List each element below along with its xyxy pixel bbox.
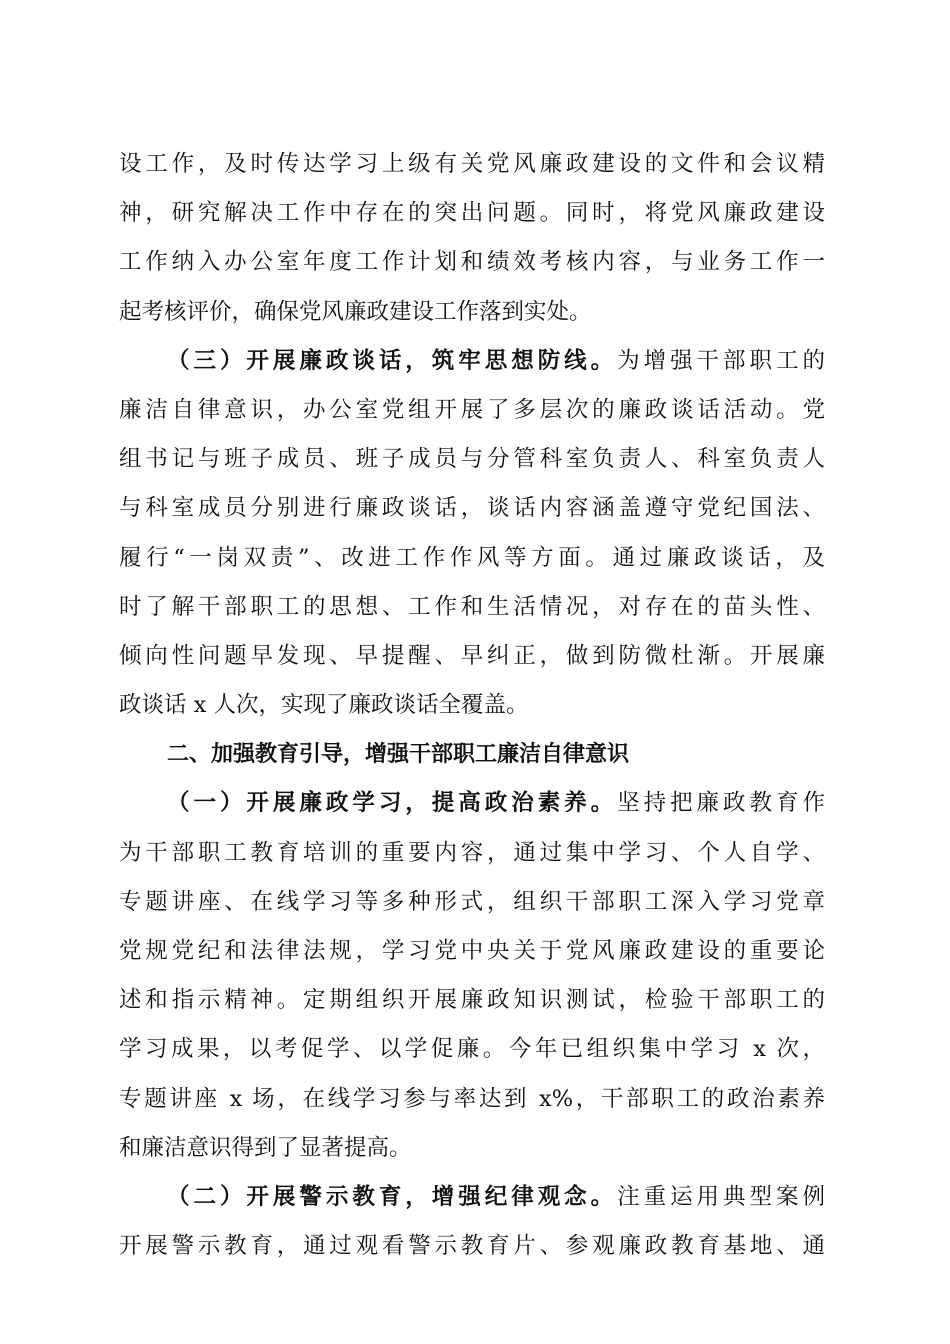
- paragraph-lead: （二）开展警示教育，增强纪律观念。: [167, 1183, 618, 1210]
- paragraph: [119, 779, 825, 1173]
- text-line: 履行“一岗双责”、改进工作作风等方面。通过廉政谈话，及: [119, 544, 825, 571]
- paragraph: [119, 1173, 825, 1271]
- text-line: 党规党纪和法律法规，学习党中央关于党风廉政建设的重要论: [119, 938, 825, 964]
- text-line: 开展警示教育，通过观看警示教育片、参观廉政教育基地、通: [119, 1233, 825, 1260]
- text-line: 时了解干部职工的思想、工作和生活情况，对存在的苗头性、: [119, 593, 825, 620]
- text-line: [119, 779, 825, 828]
- document-body: [119, 140, 825, 1271]
- text-span: 为增强干部职工的: [617, 347, 825, 374]
- text-line: [119, 1173, 825, 1222]
- text-line: [119, 337, 825, 386]
- paragraph: [119, 337, 825, 731]
- text-line: 学习成果，以考促学、以学促廉。今年已组织集中学习 x 次，: [119, 1036, 825, 1063]
- text-line: 工作纳入办公室年度工作计划和绩效考核内容，与业务工作一: [119, 249, 825, 276]
- paragraph-lead: （三）开展廉政谈话，筑牢思想防线。: [167, 347, 618, 374]
- section-heading: 二、加强教育引导，增强干部职工廉洁自律意识: [167, 742, 630, 768]
- text-line: 和廉洁意识得到了显著提高。: [119, 1134, 412, 1161]
- text-line: 专题讲座、在线学习等多种形式，组织干部职工深入学习党章: [119, 888, 825, 915]
- text-span: 坚持把廉政教育作: [617, 790, 825, 817]
- text-line: 组书记与班子成员、班子成员与分管科室负责人、科室负责人: [119, 446, 825, 473]
- text-line: 神，研究解决工作中存在的突出问题。同时，将党风廉政建设: [119, 200, 825, 227]
- text-line: 起考核评价，确保党风廉政建设工作落到实处。: [119, 298, 592, 325]
- text-line: 倾向性问题早发现、早提醒、早纠正，做到防微杜渐。开展廉: [119, 642, 825, 669]
- text-line: 为干部职工教育培训的重要内容，通过集中学习、个人自学、: [119, 839, 825, 866]
- text-line: 专题讲座 x 场，在线学习参与率达到 x%，干部职工的政治素养: [119, 1085, 825, 1112]
- text-line: 述和指示精神。定期组织开展廉政知识测试，检验干部职工的: [119, 987, 825, 1014]
- text-line: 与科室成员分别进行廉政谈话，谈话内容涵盖遵守党纪国法、: [119, 495, 825, 522]
- text-span: 注重运用典型案例: [617, 1183, 825, 1210]
- text-line: 廉洁自律意识，办公室党组开展了多层次的廉政谈话活动。党: [119, 396, 825, 423]
- paragraph-lead: （一）开展廉政学习，提高政治素养。: [167, 790, 618, 817]
- text-line: 政谈话 x 人次，实现了廉政谈话全覆盖。: [119, 692, 529, 719]
- paragraph: [119, 140, 825, 337]
- text-line: 设工作，及时传达学习上级有关党风廉政建设的文件和会议精: [119, 151, 825, 177]
